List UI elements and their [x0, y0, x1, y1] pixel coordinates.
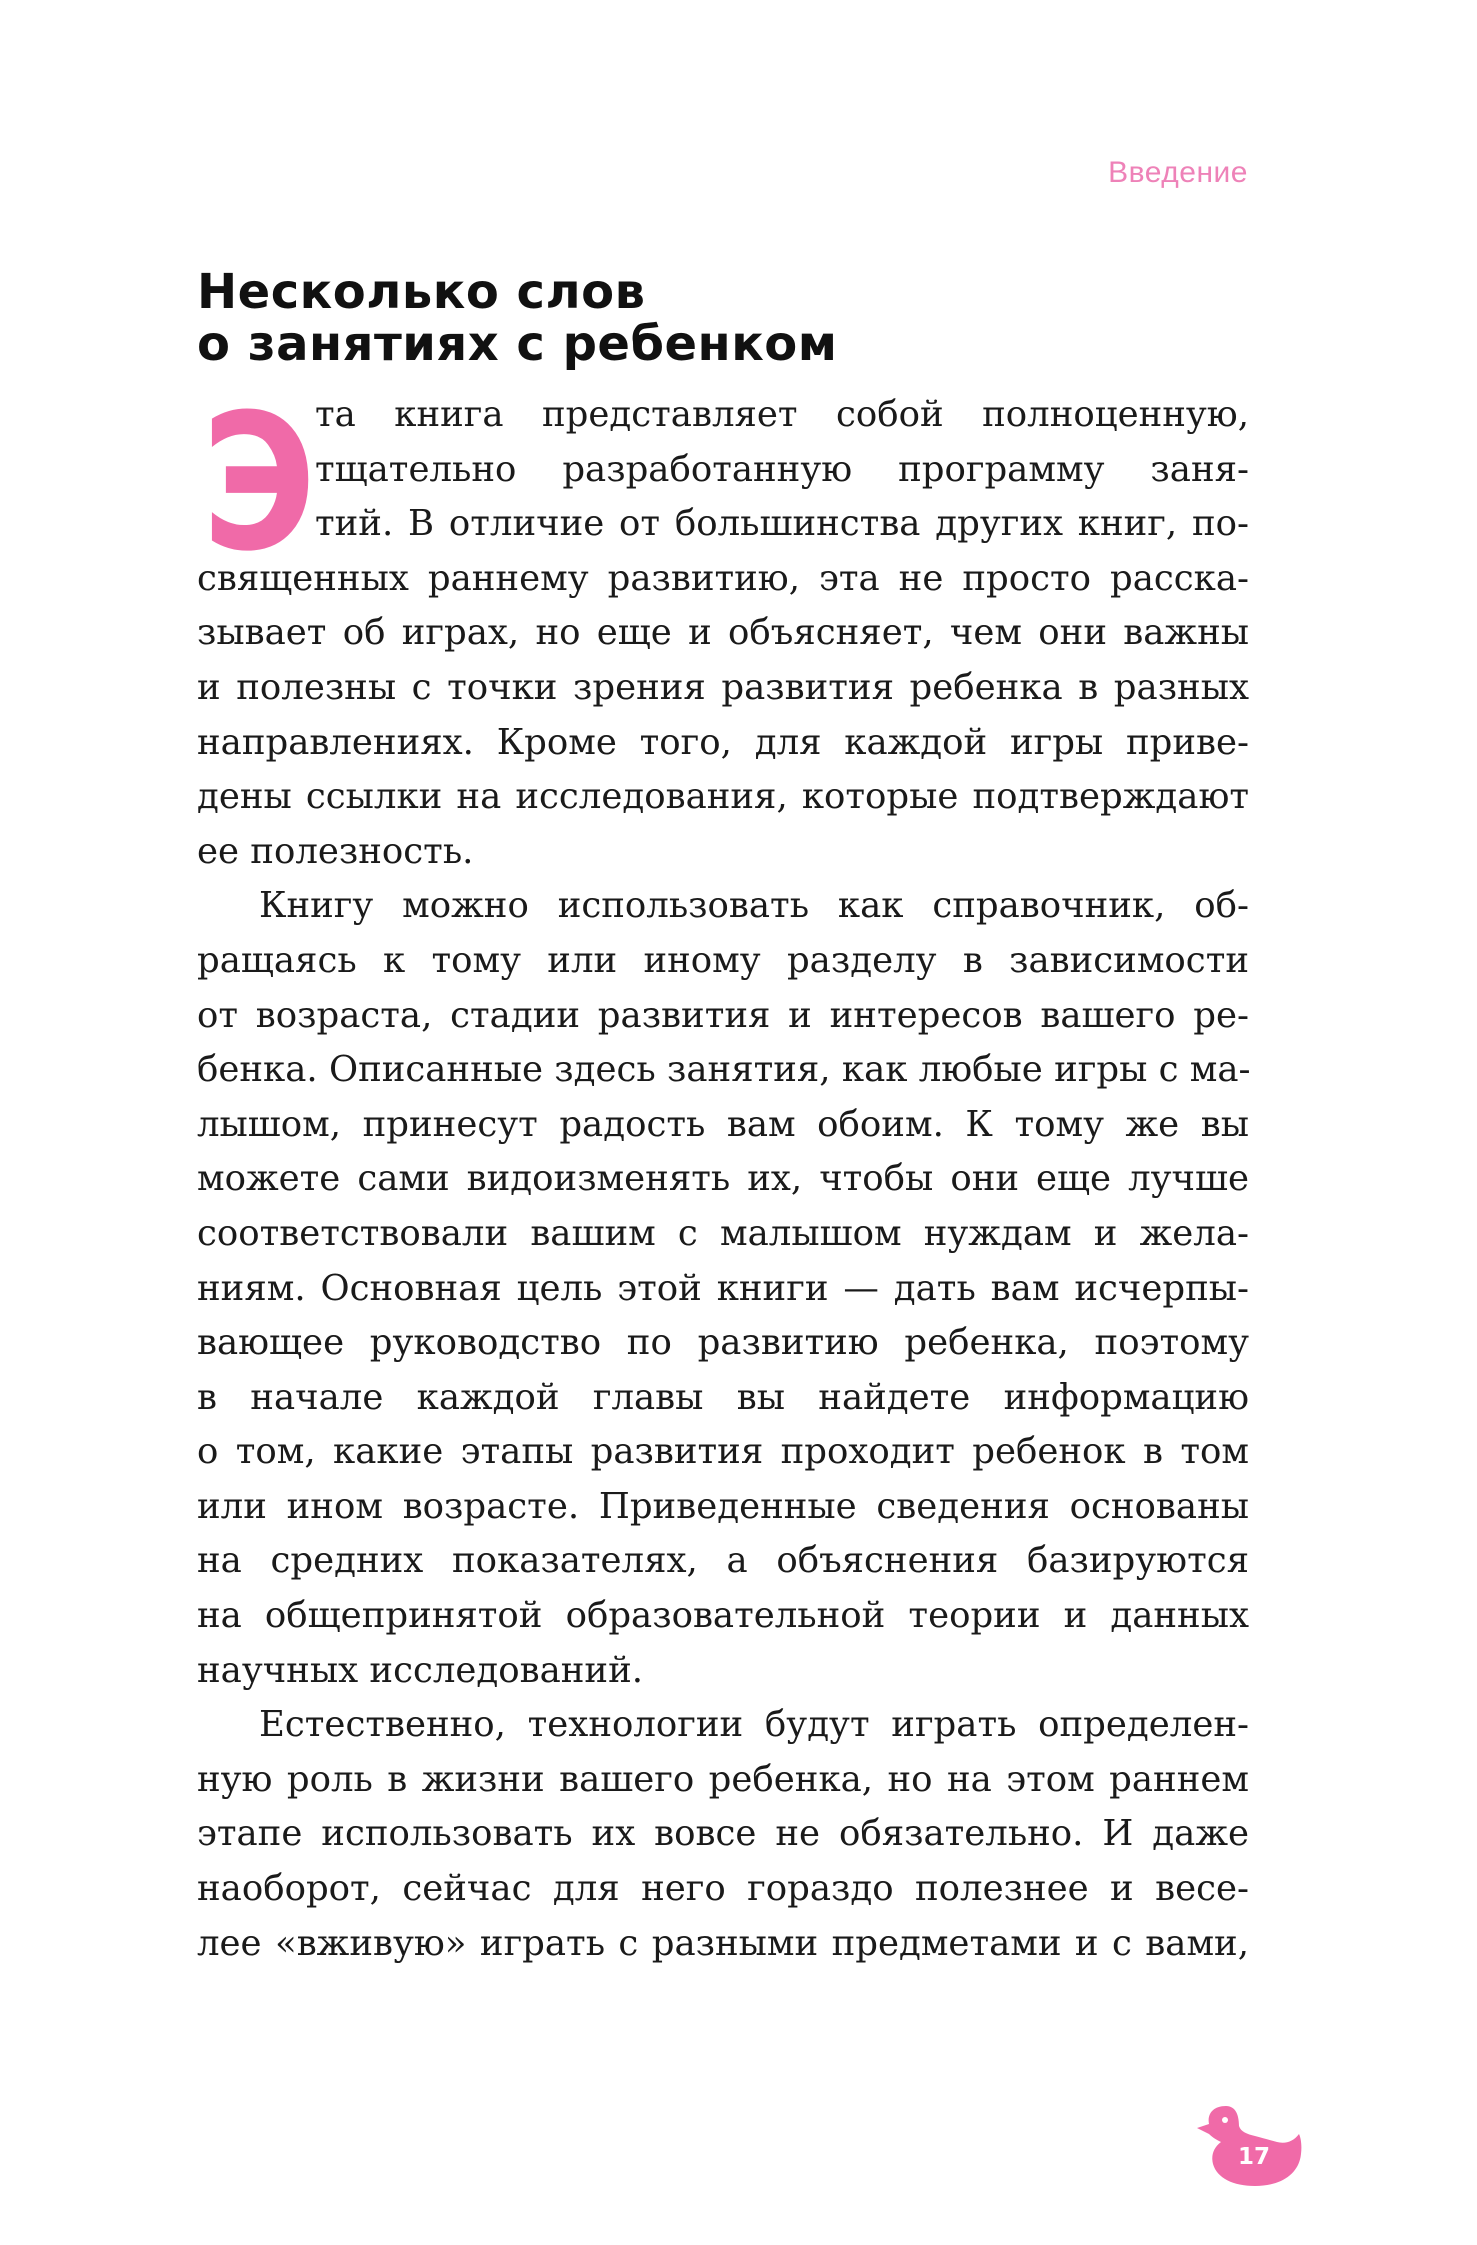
text-line: священных раннему развитию, эта не просто расска- [197, 557, 1249, 599]
text-line: дены ссылки на исследования, которые подтверждают [197, 776, 1249, 818]
page-number: 17 [1237, 2144, 1270, 2170]
text-line: лее «вживую» играть с разными предметами и с вами, [197, 1922, 1249, 1964]
text-line: на средних показателях, а объяснения базируются [197, 1540, 1249, 1582]
text-line: ниям. Основная цель этой книги — дать вам исчерпы- [197, 1267, 1249, 1309]
text-line: на общепринятой образовательной теории и данных [197, 1595, 1249, 1637]
paragraph-2 [197, 879, 1249, 1698]
text-line: Естественно, технологии будут играть определен- [259, 1704, 1249, 1746]
drop-cap-letter: Э [202, 374, 316, 593]
paragraph-1 [197, 388, 1249, 879]
duck-eye [1222, 2117, 1228, 2123]
text-line: в начале каждой главы вы найдете информацию [197, 1376, 1249, 1418]
text-line: наоборот, сейчас для него гораздо полезнее и весе- [197, 1868, 1249, 1910]
paragraph-3 [197, 1698, 1249, 1971]
section-title-line-1: Несколько слов [197, 264, 646, 320]
text-line: тий. В отличие от большинства других книг, по- [315, 503, 1249, 545]
text-line: ную роль в жизни вашего ребенка, но на этом раннем [197, 1758, 1249, 1800]
text-line: ее полезность. [197, 830, 474, 872]
text-line: Книгу можно использовать как справочник, об- [259, 885, 1249, 927]
duck-icon [1193, 2098, 1305, 2188]
text-line: или ином возрасте. Приведенные сведения основаны [197, 1485, 1249, 1527]
text-line: от возраста, стадии развития и интересов вашего ре- [197, 994, 1249, 1036]
text-line: та книга представляет собой полноценную, [315, 394, 1249, 435]
text-line: этапе использовать их вовсе не обязательно. И даже [197, 1813, 1249, 1855]
text-line: можете сами видоизменять их, чтобы они еще лучше [197, 1158, 1249, 1200]
section-title-line-2: о занятиях с ребенком [197, 316, 838, 372]
text-line: о том, какие этапы развития проходит ребенок в том [197, 1431, 1249, 1473]
text-line: соответствовали вашим с малышом нуждам и жела- [197, 1212, 1249, 1254]
text-line: лышом, принесут радость вам обоим. К тому же вы [197, 1103, 1249, 1145]
text-line: бенка. Описанные здесь занятия, как любые игры с ма- [197, 1049, 1251, 1091]
text-line: зывает об играх, но еще и объясняет, чем они важны [197, 612, 1249, 654]
body-text [197, 388, 1249, 1971]
text-line: направлениях. Кроме того, для каждой игры приве- [197, 721, 1249, 763]
text-line: ращаясь к тому или иному разделу в зависимости [197, 939, 1249, 981]
text-line: научных исследований. [197, 1649, 644, 1691]
text-line: вающее руководство по развитию ребенка, поэтому [197, 1322, 1249, 1364]
text-line: и полезны с точки зрения развития ребенка в разных [197, 666, 1249, 708]
text-line: тщательно разработанную программу заня- [315, 448, 1249, 490]
section-title [197, 266, 1257, 370]
running-header: Введение [1108, 156, 1248, 189]
